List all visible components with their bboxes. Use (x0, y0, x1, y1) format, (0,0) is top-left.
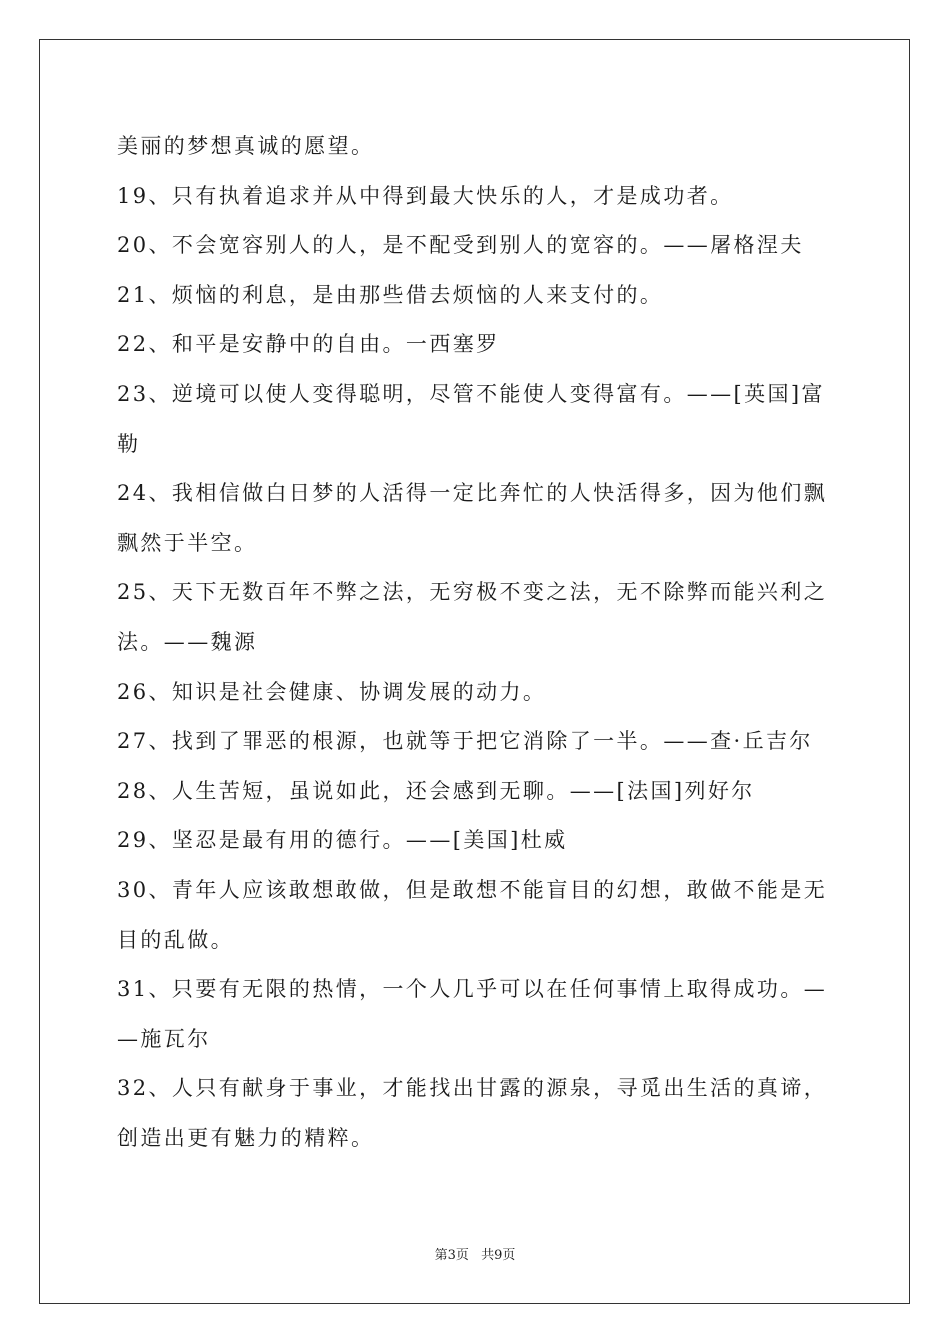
text-line: —施瓦尔 (117, 1026, 211, 1051)
text-line: 目的乱做。 (117, 927, 234, 952)
text-line: 飘然于半空。 (117, 530, 258, 555)
text-line: 28、人生苦短，虽说如此，还会感到无聊。——[法国]列好尔 (117, 778, 755, 803)
page-footer (0, 1247, 950, 1265)
text-line: 22、和平是安静中的自由。一西塞罗 (117, 332, 500, 357)
text-line: 29、坚忍是最有用的德行。——[美国]杜威 (117, 828, 568, 853)
text-line: 27、找到了罪恶的根源，也就等于把它消除了一半。——查·丘吉尔 (117, 729, 813, 754)
text-line: 20、不会宽容别人的人，是不配受到别人的宽容的。——屠格涅夫 (117, 233, 804, 258)
text-line: 31、只要有无限的热情，一个人几乎可以在任何事情上取得成功。— (117, 977, 828, 1002)
text-line: 24、我相信做白日梦的人活得一定比奔忙的人快活得多，因为他们飘 (117, 481, 828, 506)
text-line: 23、逆境可以使人变得聪明，尽管不能使人变得富有。——[英国]富 (117, 381, 825, 406)
page-number: 第3页 (434, 1248, 469, 1263)
document-body (117, 128, 837, 1169)
text-line: 26、知识是社会健康、协调发展的动力。 (117, 679, 547, 704)
text-line: 25、天下无数百年不弊之法，无穷极不变之法，无不除弊而能兴利之 (117, 580, 828, 605)
text-line: 勒 (117, 431, 141, 456)
text-line: 32、人只有献身于事业，才能找出甘露的源泉，寻觅出生活的真谛， (117, 1076, 828, 1101)
text-line: 21、烦恼的利息，是由那些借去烦恼的人来支付的。 (117, 282, 664, 307)
text-line: 法。——魏源 (117, 629, 258, 654)
total-pages: 共9页 (481, 1248, 516, 1263)
text-line: 美丽的梦想真诚的愿望。 (117, 134, 375, 158)
text-line: 创造出更有魅力的精粹。 (117, 1125, 375, 1150)
text-line: 30、青年人应该敢想敢做，但是敢想不能盲目的幻想，敢做不能是无 (117, 877, 828, 902)
text-line: 19、只有执着追求并从中得到最大快乐的人，才是成功者。 (117, 183, 734, 208)
